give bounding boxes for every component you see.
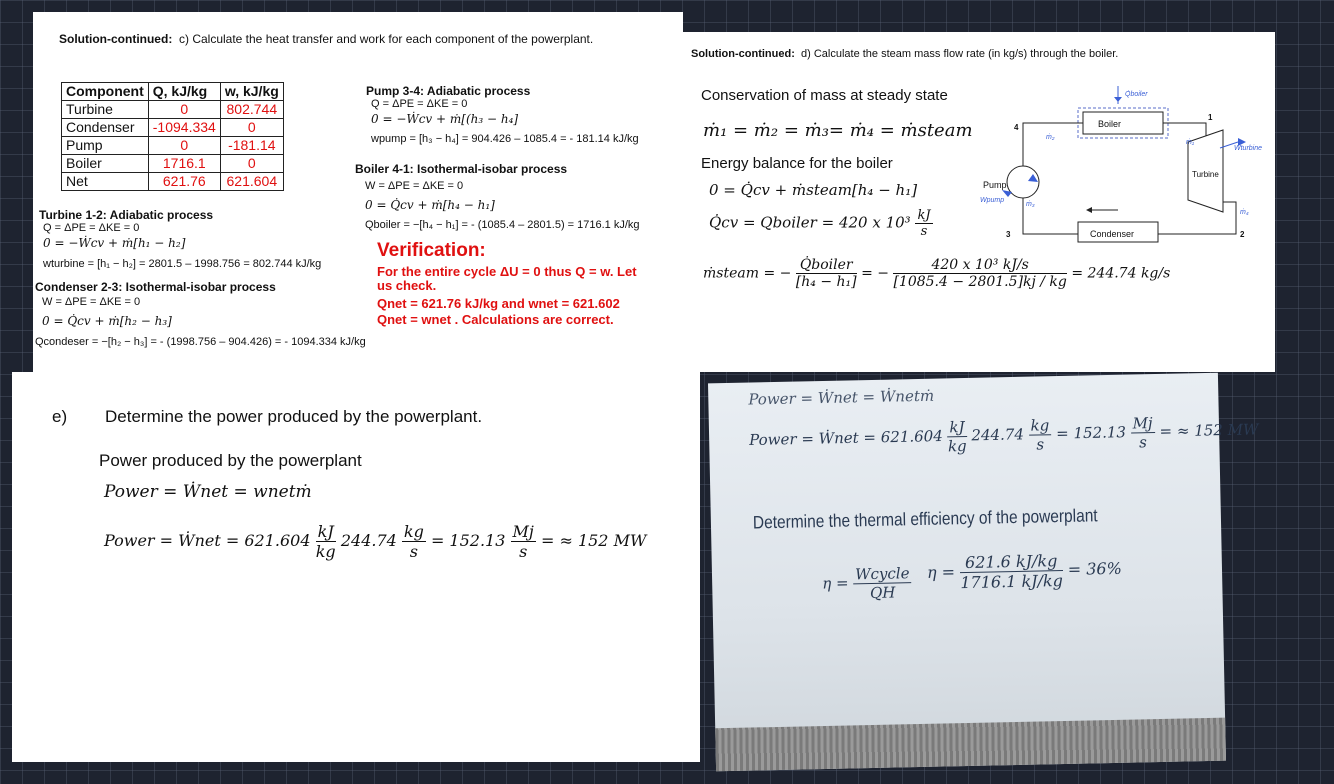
table-row: Condenser -1094.334 0 [62, 119, 284, 137]
verification-line-1: For the entire cycle ΔU = 0 thus Q = w. Let [377, 264, 637, 279]
diagram-m4: ṁ₄ [1240, 209, 1249, 216]
boiler-line-1: W = ΔPE = ΔKE = 0 [365, 180, 464, 192]
boiler-title: Boiler 4-1: Isothermal-isobar process [355, 162, 568, 176]
turbine-line-2: 0 = −Ẇcv + ṁ[h₁ − h₂] [43, 236, 186, 250]
condenser-line-2: 0 = Q̇cv + ṁ[h₂ − h₃] [42, 314, 172, 328]
component-table [61, 82, 284, 191]
verification-title: Verification: [377, 240, 486, 261]
verification-line-2: us check. [377, 278, 437, 293]
diagram-w-turbine: Wturbine [1234, 145, 1263, 152]
boiler-box [1083, 112, 1163, 134]
panel-part-c [33, 12, 683, 372]
diagram-m2: ṁ₂ [1046, 134, 1055, 141]
panel-photo-efficiency [708, 373, 1259, 772]
photo-power-eq: Power = Ẇnet = 621.604 $\frac{kJ}{kg}$ 244.74 $\frac{kg}{s}$ = 152.13 $\frac{Mj}{s}$ = ≈ 152 MW [749, 414, 1259, 456]
mass-equation: ṁ₁ = ṁ₂ = ṁ₃= ṁ₄ = ṁsteam [703, 120, 973, 141]
diagram-m3: ṁ₃ [1026, 201, 1035, 208]
diagram-node-2: 2 [1240, 230, 1245, 239]
mass-title: Conservation of mass at steady state [701, 87, 948, 104]
energy-eq-1: 0 = Q̇cv + ṁsteam[h₄ − h₁] [709, 181, 918, 199]
photo-efficiency-question: Determine the thermal efficiency of the powerplant [752, 505, 1098, 533]
part-e-eq-1: Power = Ẇnet = wnetṁ [104, 482, 312, 502]
msteam-equation: ṁsteam = − $\frac{\text{Q̇boiler}}{\text{[h₄ − h₁]}}$ = − $\frac{\text{420 x 10³ kJ/s}}{[1085.4 - 2801.5]kj / kg}$ = 244.74 kg/s [703, 257, 1171, 290]
diagram-boiler-label: Boiler [1098, 119, 1122, 129]
condenser-title: Condenser 2-3: Isothermal-isobar process [35, 280, 276, 294]
diagram-node-4: 4 [1014, 123, 1019, 132]
part-e-sub: Power produced by the powerplant [99, 451, 362, 470]
boiler-line-3: Qboiler = −[h₄ − h₁] = - (1085.4 – 2801.5) = 1716.1 kJ/kg [365, 219, 640, 231]
diagram-node-1: 1 [1208, 113, 1213, 122]
verification-line-3: Qnet = 621.76 kJ/kg and wnet = 621.602 [377, 296, 620, 311]
diagram-q-boiler: Q̇boiler [1125, 91, 1148, 98]
part-e-question: Determine the power produced by the powerplant. [105, 407, 483, 426]
condenser-line-1: W = ΔPE = ΔKE = 0 [42, 296, 141, 308]
energy-eq-2: Q̇cv = Qboiler = 420 x 10³ $\frac{kJ}{s}$ [709, 208, 931, 239]
diagram-m1: ṁ₁ [1186, 139, 1195, 146]
flow-arrow-icon [1086, 207, 1092, 213]
verification-line-4: Qnet = wnet . Calculations are correct. [377, 312, 614, 327]
pump-title: Pump 3-4: Adiabatic process [366, 84, 531, 98]
table-row: Pump 0 -181.14 [62, 137, 284, 155]
diagram-condenser-label: Condenser [1090, 229, 1135, 239]
panel-d-header: Solution-continued: d) Calculate the steam mass flow rate (in kg/s) through the boiler. [691, 48, 1119, 60]
rankine-cycle-diagram [978, 82, 1273, 247]
part-e-label: e) [52, 407, 68, 426]
turbine-title: Turbine 1-2: Adiabatic process [39, 208, 214, 222]
pump-line-3: wpump = [h₃ − h₄] = 904.426 – 1085.4 = - 181.14 kJ/kg [371, 133, 639, 145]
energy-title: Energy balance for the boiler [701, 155, 893, 172]
diagram-w-pump: Wpump [980, 197, 1005, 204]
photo-bottom-edge [715, 718, 1226, 772]
table-header-row: Component Q, kJ/kg w, kJ/kg [62, 83, 284, 101]
boiler-line-2: 0 = Q̇cv + ṁ[h₄ − h₁] [365, 198, 495, 212]
photo-eta-result: η = $\frac{621.6 kJ/kg}{1716.1 kJ/kg}$ = 36% [926, 551, 1122, 593]
part-e-eq-2: Power = Ẇnet = 621.604 $\frac{kJ}{kg}$ 244.74 $\frac{kg}{s}$ = 152.13 $\frac{Mj}{s}$ = ≈ 152 MW [104, 522, 647, 561]
photo-eta-definition: η = $\frac{\text{Wcycle}}{QH}$ [822, 564, 912, 603]
diagram-turbine-label: Turbine [1192, 170, 1219, 179]
diagram-node-3: 3 [1006, 230, 1011, 239]
turbine-line-1: Q = ΔPE = ΔKE = 0 [43, 222, 140, 234]
table-row: Net 621.76 621.604 [62, 173, 284, 191]
pump-shape [1007, 166, 1039, 198]
panel-c-header: Solution-continued: c) Calculate the heat transfer and work for each component of the powerplant. [59, 32, 594, 46]
table-row: Turbine 0 802.744 [62, 101, 284, 119]
turbine-line-3: wturbine = [h₁ − h₂] = 2801.5 – 1998.756 = 802.744 kJ/kg [43, 258, 322, 270]
table-row: Boiler 1716.1 0 [62, 155, 284, 173]
condenser-line-3: Qcondeser = −[h₂ − h₃] = - (1998.756 – 904.426) = - 1094.334 kJ/kg [35, 336, 366, 348]
pump-line-2: 0 = −Ẇcv + ṁ[(h₃ − h₄] [371, 112, 519, 126]
panel-part-e [12, 372, 700, 762]
pump-line-1: Q = ΔPE = ΔKE = 0 [371, 98, 468, 110]
panel-part-d [683, 32, 1275, 372]
diagram-pump-label: Pump [983, 180, 1007, 190]
photo-eq-0: Power = Ẇnet = Ẇnetṁ [748, 386, 935, 409]
